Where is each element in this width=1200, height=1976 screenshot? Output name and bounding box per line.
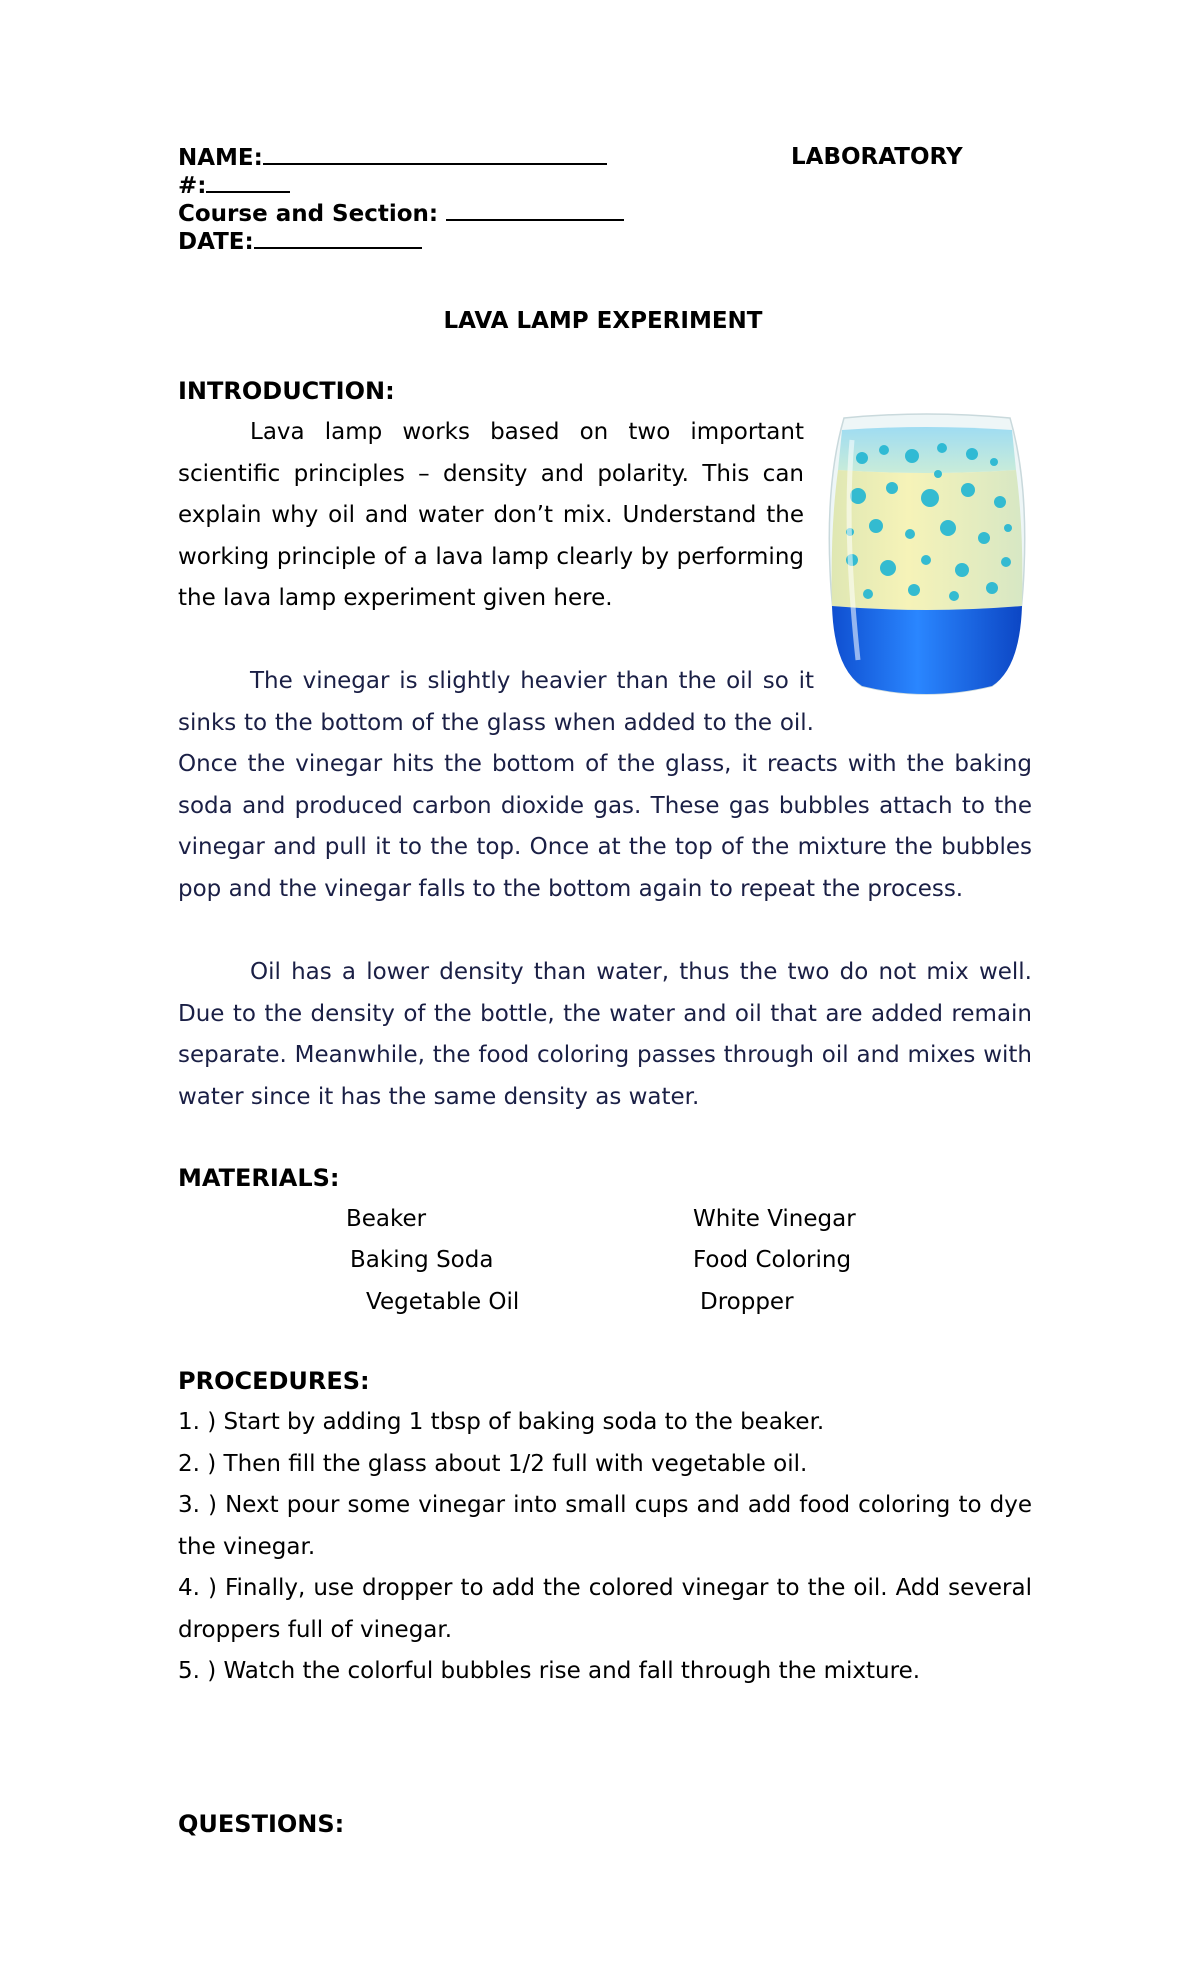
material-item: Food Coloring — [693, 1247, 852, 1273]
laboratory-label: LABORATORY — [791, 144, 963, 170]
name-line — [178, 143, 607, 172]
course-label: Course and Section: — [178, 201, 439, 227]
laboratory-number-line — [178, 171, 290, 200]
procedure-step: 1. ) Start by adding 1 tbsp of baking soda to the beaker. — [178, 1409, 825, 1435]
introduction-paragraph-3 — [178, 952, 1032, 1118]
name-blank — [263, 143, 607, 165]
date-label: DATE: — [178, 229, 254, 255]
course-blank — [446, 199, 624, 221]
date-blank — [254, 227, 422, 249]
introduction-paragraph-1-text: Lava lamp works based on two important scientific principles – density and polarity. This can explain why oil and water don’t mix. Understand the working principle of a lava lamp clearly by performing the lava lamp experiment given here. — [178, 419, 804, 611]
introduction-heading: INTRODUCTION: — [178, 377, 395, 405]
lava-lamp-glass-icon — [822, 410, 1030, 704]
procedure-step: 5. ) Watch the colorful bubbles rise and fall through the mixture. — [178, 1658, 921, 1684]
document-title: LAVA LAMP EXPERIMENT — [443, 308, 763, 334]
procedure-step: 3. ) Next pour some vinegar into small cups and add food coloring to dye the vinegar. — [178, 1492, 1032, 1560]
procedure-step: 4. ) Finally, use dropper to add the colored vinegar to the oil. Add several droppers full of vinegar. — [178, 1575, 1032, 1643]
introduction-paragraph-2-block — [178, 661, 1032, 910]
material-item: White Vinegar — [693, 1206, 856, 1232]
date-line — [178, 227, 422, 256]
material-item: Vegetable Oil — [366, 1289, 520, 1315]
hash-label: #: — [178, 173, 207, 199]
lab-number-blank — [206, 171, 290, 193]
procedures-list — [178, 1402, 1032, 1693]
materials-heading: MATERIALS: — [178, 1164, 340, 1192]
introduction-paragraph-3-text: Oil has a lower density than water, thus the two do not mix well. Due to the density of the bottle, the water and oil that are added remain separate. Meanwhile, the food coloring passes through oil and mixes with water since it has the same density as water. — [178, 959, 1032, 1110]
material-item: Dropper — [700, 1289, 794, 1315]
introduction-paragraph-2-text: The vinegar is slightly heavier than the oil so it sinks to the bottom of the glass when added to the oil. Once the vinegar hits the bottom of the glass, it reacts with the baking soda and produced carbon dioxide gas. These gas bubbles attach to the vinegar and pull it to the top. Once at the top of the mixture the bubbles pop and the vinegar falls to the bottom again to repeat the process. — [178, 668, 1032, 902]
material-item: Baking Soda — [350, 1247, 494, 1273]
introduction-paragraph-1 — [178, 412, 804, 620]
procedures-heading: PROCEDURES: — [178, 1367, 370, 1395]
course-line — [178, 199, 624, 228]
procedure-step: 2. ) Then fill the glass about 1/2 full with vegetable oil. — [178, 1450, 808, 1477]
material-item: Beaker — [346, 1206, 427, 1232]
lava-lamp-glass-photo — [822, 410, 1030, 704]
questions-heading: QUESTIONS: — [178, 1810, 345, 1838]
name-label: NAME: — [178, 145, 263, 171]
